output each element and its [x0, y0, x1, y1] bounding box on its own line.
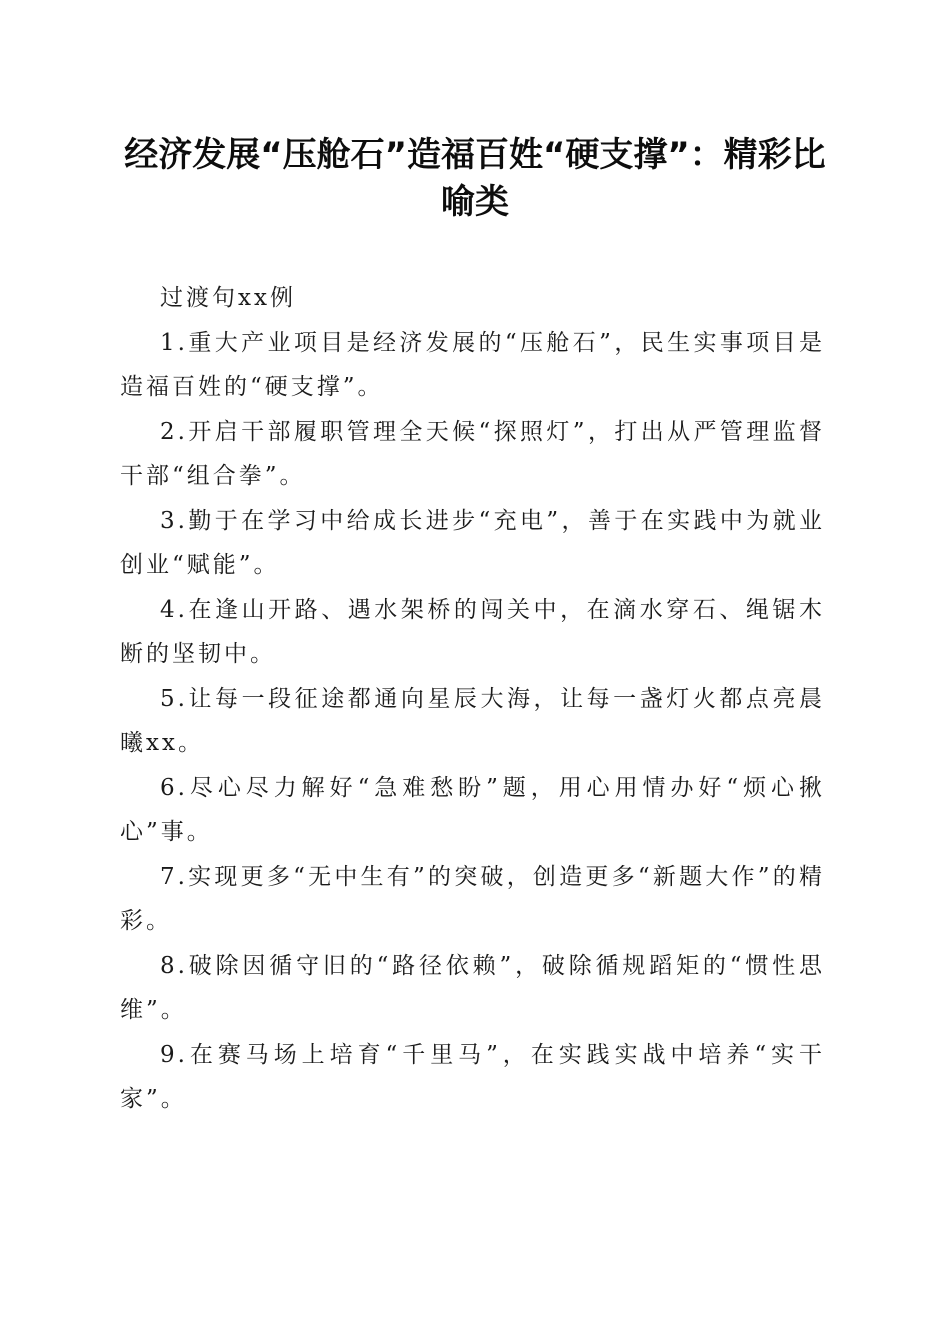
intro-paragraph: 过渡句xx例: [160, 285, 296, 311]
list-item: 7.实现更多“无中生有”的突破，创造更多“新题大作”的精彩。: [120, 863, 825, 934]
list-item: 2.开启干部履职管理全天候“探照灯”，打出从严管理监督干部“组合拳”。: [120, 418, 825, 489]
document-title: 经济发展“压舱石”造福百姓“硬支撑”：精彩比喻类: [124, 135, 826, 222]
list-item: 6.尽心尽力解好“急难愁盼”题，用心用情办好“烦心揪心”事。: [120, 774, 825, 845]
list-item: 3.勤于在学习中给成长进步“充电”，善于在实践中为就业创业“赋能”。: [120, 507, 825, 578]
list-item: 4.在逢山开路、遇水架桥的闯关中，在滴水穿石、绳锯木断的坚韧中。: [120, 596, 825, 667]
list-item: 1.重大产业项目是经济发展的“压舱石”，民生实事项目是造福百姓的“硬支撑”。: [120, 329, 825, 400]
document-body: [120, 276, 825, 1122]
list-item: 9.在赛马场上培育“千里马”，在实践实战中培养“实干家”。: [120, 1041, 825, 1112]
list-item: 5.让每一段征途都通向星辰大海，让每一盏灯火都点亮晨曦xx。: [120, 685, 825, 756]
list-item: 8.破除因循守旧的“路径依赖”，破除循规蹈矩的“惯性思维”。: [120, 952, 825, 1023]
